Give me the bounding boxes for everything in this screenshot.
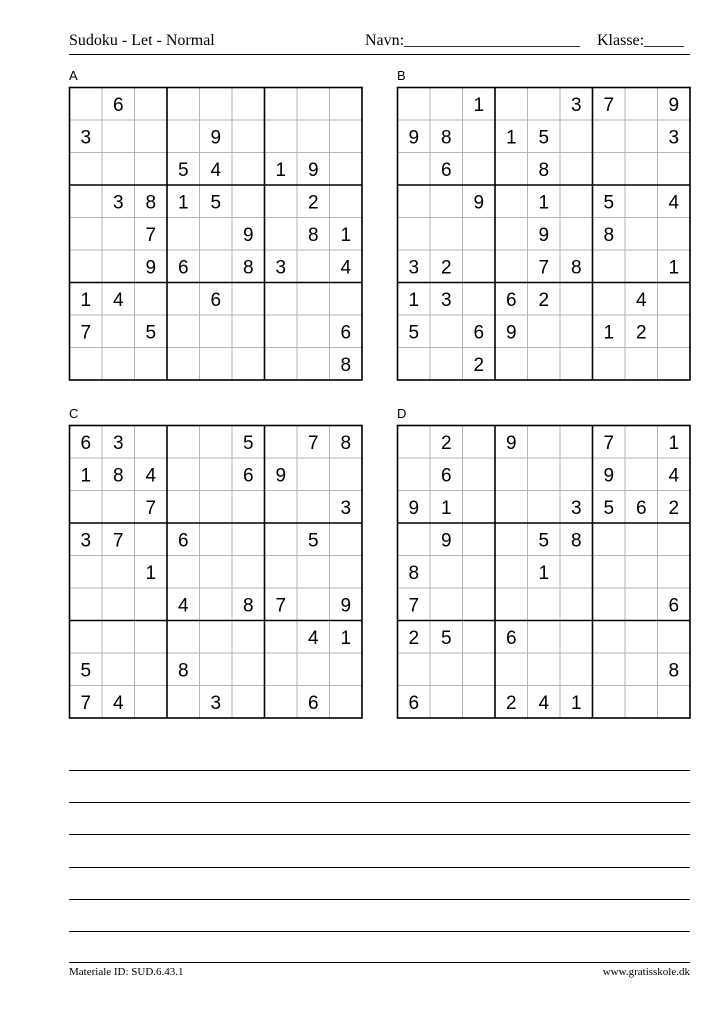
sudoku-cell: 3 [570, 497, 582, 519]
sudoku-grid-c [68, 424, 364, 720]
sudoku-cell: 3 [275, 257, 287, 279]
sudoku-cell: 3 [112, 192, 124, 214]
sudoku-cell: 8 [112, 465, 124, 487]
sudoku-cell: 9 [440, 530, 452, 552]
sudoku-cell: 3 [340, 497, 352, 519]
sudoku-cell: 2 [505, 692, 517, 714]
sudoku-cell: 9 [603, 465, 615, 487]
sudoku-cell: 4 [177, 595, 189, 617]
sudoku-cell: 4 [210, 159, 222, 181]
sudoku-cell: 4 [668, 192, 680, 214]
sudoku-cell: 2 [408, 627, 420, 649]
footer-divider [69, 962, 690, 963]
sudoku-cell: 7 [145, 224, 157, 246]
sudoku-cell: 5 [242, 432, 254, 454]
sudoku-cell: 3 [668, 127, 680, 149]
sudoku-cell: 6 [307, 692, 319, 714]
sudoku-cell: 6 [440, 465, 452, 487]
sudoku-cell: 2 [538, 289, 550, 311]
writing-line[interactable] [69, 867, 690, 868]
writing-line[interactable] [69, 931, 690, 932]
sudoku-cell: 1 [570, 692, 582, 714]
sudoku-cell: 9 [408, 497, 420, 519]
sudoku-cell: 1 [80, 289, 92, 311]
sudoku-cell: 9 [505, 432, 517, 454]
sudoku-cell: 8 [340, 354, 352, 376]
sudoku-cell: 6 [505, 289, 517, 311]
puzzle-label-b: B [397, 68, 406, 83]
sudoku-cell: 6 [177, 530, 189, 552]
sudoku-cell: 8 [242, 257, 254, 279]
sudoku-cell: 9 [145, 257, 157, 279]
sudoku-cell: 4 [145, 465, 157, 487]
sudoku-cell: 1 [275, 159, 287, 181]
sudoku-cell: 2 [473, 354, 485, 376]
sudoku-cell: 5 [538, 530, 550, 552]
sudoku-cell: 5 [177, 159, 189, 181]
sudoku-cell: 9 [538, 224, 550, 246]
sudoku-cell: 4 [112, 692, 124, 714]
sudoku-cell: 1 [145, 562, 157, 584]
sudoku-cell: 7 [603, 94, 615, 116]
sudoku-cell: 7 [112, 530, 124, 552]
sudoku-cell: 1 [80, 465, 92, 487]
sudoku-cell: 8 [242, 595, 254, 617]
sudoku-cell: 1 [340, 627, 352, 649]
sudoku-cell: 3 [210, 692, 222, 714]
sudoku-grid-b [396, 86, 692, 382]
sudoku-cell: 5 [538, 127, 550, 149]
puzzle-label-d: D [397, 406, 407, 421]
sudoku-cell: 7 [307, 432, 319, 454]
sudoku-grid-d [396, 424, 692, 720]
sudoku-cell: 5 [80, 660, 92, 682]
sudoku-cell: 5 [603, 192, 615, 214]
sudoku-cell: 5 [603, 497, 615, 519]
sudoku-cell: 1 [538, 192, 550, 214]
sudoku-cell: 6 [340, 322, 352, 344]
sudoku-cell: 7 [603, 432, 615, 454]
sudoku-cell: 6 [242, 465, 254, 487]
sudoku-cell: 3 [440, 289, 452, 311]
sudoku-cell: 8 [668, 660, 680, 682]
sudoku-cell: 1 [473, 94, 485, 116]
sudoku-cell: 4 [307, 627, 319, 649]
worksheet-title: Sudoku - Let - Normal [69, 32, 215, 49]
website: www.gratisskole.dk [602, 966, 690, 978]
writing-line[interactable] [69, 899, 690, 900]
writing-line[interactable] [69, 834, 690, 835]
sudoku-cell: 9 [505, 322, 517, 344]
sudoku-cell: 9 [210, 127, 222, 149]
sudoku-cell: 1 [505, 127, 517, 149]
sudoku-cell: 2 [440, 432, 452, 454]
sudoku-cell: 9 [275, 465, 287, 487]
sudoku-cell: 8 [145, 192, 157, 214]
sudoku-cell: 8 [177, 660, 189, 682]
sudoku-cell: 7 [145, 497, 157, 519]
sudoku-cell: 4 [112, 289, 124, 311]
sudoku-cell: 8 [340, 432, 352, 454]
sudoku-cell: 6 [408, 692, 420, 714]
sudoku-cell: 4 [340, 257, 352, 279]
writing-line[interactable] [69, 770, 690, 771]
sudoku-cell: 5 [307, 530, 319, 552]
sudoku-cell: 2 [635, 322, 647, 344]
sudoku-cell: 1 [340, 224, 352, 246]
sudoku-cell: 2 [440, 257, 452, 279]
sudoku-cell: 3 [80, 127, 92, 149]
sudoku-cell: 3 [408, 257, 420, 279]
class-field[interactable]: Klasse:_____ [597, 32, 685, 49]
page-header [69, 32, 689, 54]
sudoku-cell: 4 [668, 465, 680, 487]
writing-line[interactable] [69, 802, 690, 803]
sudoku-cell: 1 [177, 192, 189, 214]
sudoku-cell: 8 [440, 127, 452, 149]
sudoku-cell: 6 [505, 627, 517, 649]
sudoku-cell: 1 [440, 497, 452, 519]
sudoku-cell: 6 [440, 159, 452, 181]
sudoku-cell: 6 [112, 94, 124, 116]
sudoku-cell: 1 [668, 432, 680, 454]
sudoku-cell: 2 [307, 192, 319, 214]
sudoku-cell: 9 [340, 595, 352, 617]
writing-lines [69, 770, 690, 963]
sudoku-cell: 1 [408, 289, 420, 311]
sudoku-grid-a [68, 86, 364, 382]
sudoku-cell: 8 [570, 530, 582, 552]
header-divider [69, 54, 690, 55]
sudoku-cell: 9 [668, 94, 680, 116]
sudoku-cell: 5 [145, 322, 157, 344]
sudoku-cell: 8 [603, 224, 615, 246]
sudoku-cell: 7 [80, 692, 92, 714]
sudoku-cell: 6 [668, 595, 680, 617]
sudoku-cell: 8 [307, 224, 319, 246]
sudoku-cell: 5 [440, 627, 452, 649]
puzzle-label-c: C [69, 406, 79, 421]
sudoku-cell: 4 [635, 289, 647, 311]
sudoku-cell: 9 [242, 224, 254, 246]
material-id: Materiale ID: SUD.6.43.1 [69, 966, 184, 978]
sudoku-cell: 7 [408, 595, 420, 617]
sudoku-cell: 7 [538, 257, 550, 279]
sudoku-cell: 5 [210, 192, 222, 214]
sudoku-cell: 7 [275, 595, 287, 617]
sudoku-cell: 1 [668, 257, 680, 279]
sudoku-cell: 9 [307, 159, 319, 181]
sudoku-cell: 3 [112, 432, 124, 454]
sudoku-cell: 8 [538, 159, 550, 181]
sudoku-cell: 9 [408, 127, 420, 149]
sudoku-cell: 1 [538, 562, 550, 584]
sudoku-cell: 9 [473, 192, 485, 214]
sudoku-cell: 6 [473, 322, 485, 344]
sudoku-cell: 6 [210, 289, 222, 311]
sudoku-cell: 1 [603, 322, 615, 344]
sudoku-cell: 3 [80, 530, 92, 552]
name-field[interactable]: Navn:______________________ [365, 32, 581, 49]
sudoku-cell: 5 [408, 322, 420, 344]
sudoku-cell: 2 [668, 497, 680, 519]
sudoku-cell: 4 [538, 692, 550, 714]
sudoku-cell: 8 [408, 562, 420, 584]
puzzle-label-a: A [69, 68, 78, 83]
sudoku-cell: 6 [80, 432, 92, 454]
sudoku-cell: 3 [570, 94, 582, 116]
sudoku-cell: 6 [177, 257, 189, 279]
sudoku-cell: 7 [80, 322, 92, 344]
sudoku-cell: 8 [570, 257, 582, 279]
sudoku-cell: 6 [635, 497, 647, 519]
